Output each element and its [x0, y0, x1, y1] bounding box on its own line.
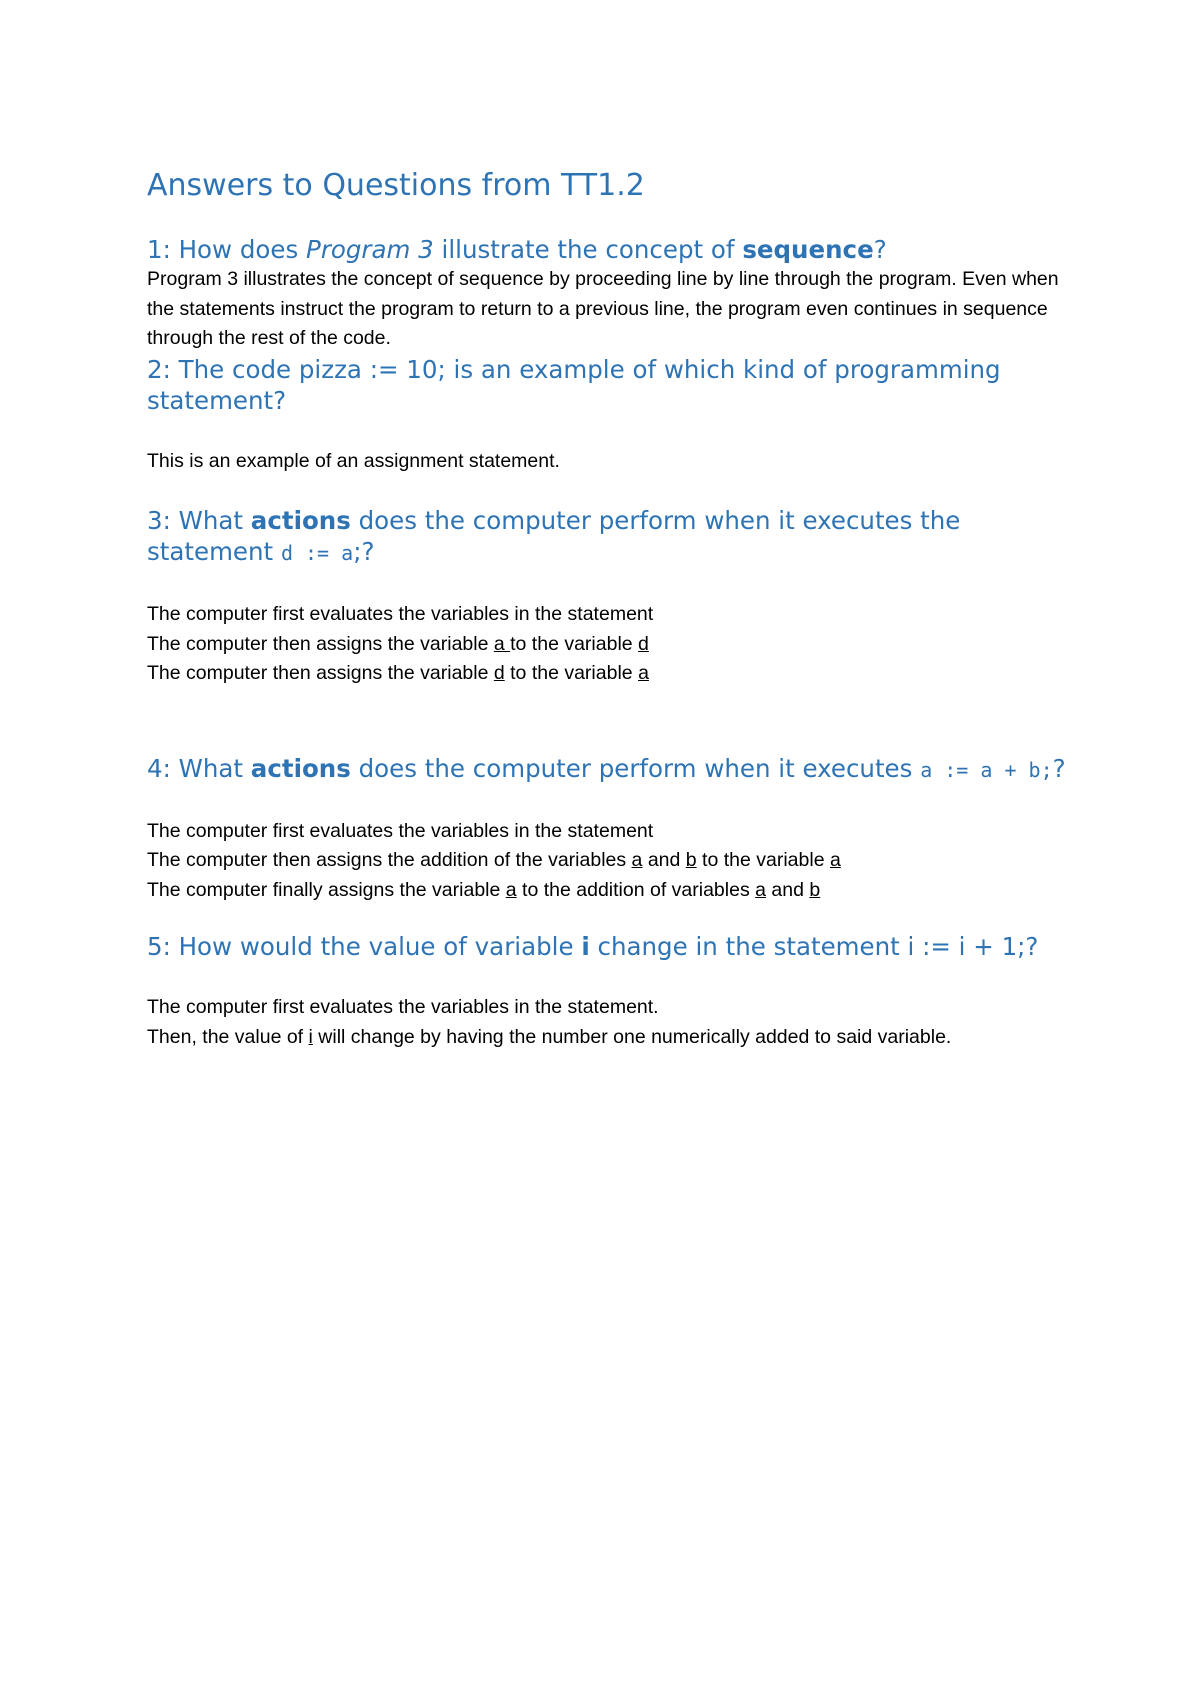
- a4l2-text-a: The computer then assigns the addition of the variables: [147, 849, 632, 871]
- answer-2: This is an example of an assignment statement.: [147, 449, 560, 472]
- answer-5-line-2: [147, 1023, 1087, 1053]
- q1-bold: sequence: [742, 235, 874, 264]
- q1-suffix: ?: [873, 235, 887, 264]
- a3l2-text-a: The computer then assigns the variable: [147, 632, 494, 655]
- a4l2-text-c: to the variable: [696, 849, 830, 871]
- answer-3: [147, 600, 1087, 689]
- q5-bold: i: [581, 932, 590, 961]
- q4-middle: does the computer perform when it executes: [350, 753, 921, 783]
- a5l2-text-b: will change by having the number one numerically added to said variable.: [312, 1025, 952, 1048]
- a4l3-var-2: a: [755, 878, 766, 901]
- q3-suffix: ;?: [353, 537, 375, 566]
- q4-code: a := a + b;: [920, 757, 1053, 782]
- document-body: [147, 168, 1087, 1052]
- q1-prefix: 1: How does: [147, 235, 307, 264]
- a4l3-var-3: b: [809, 878, 821, 901]
- question-2: 2: The code pizza := 10; is an example of which kind of programming statement?: [147, 354, 1001, 415]
- answer-4-line-3: [147, 876, 1087, 906]
- question-4: [147, 753, 1087, 786]
- a4l3-text-a: The computer finally assigns the variable: [147, 878, 506, 901]
- answer-1: Program 3 illustrates the concept of sequence by proceeding line by line through the program. Even when the statements instruct the program to return to a previous line, the program even continues in sequence through the rest of the code.: [147, 268, 1059, 349]
- question-5: [147, 931, 1087, 962]
- q1-middle: illustrate the concept of: [433, 235, 743, 264]
- a3l3-var-1: d: [493, 662, 505, 684]
- answer-3-line-2: [147, 630, 1087, 660]
- question-3: [147, 505, 1087, 569]
- a4l2-text-b: and: [642, 849, 686, 871]
- q5-prefix: 5: How would the value of variable: [147, 932, 582, 961]
- a4l2-var-1: a: [631, 849, 643, 871]
- q4-suffix: ?: [1052, 753, 1066, 783]
- q1-italic: Program 3: [306, 235, 434, 264]
- answer-3-line-3: [147, 659, 1087, 689]
- a3l2-var-1: a: [493, 632, 511, 655]
- a3l2-text-b: to the variable: [510, 632, 639, 655]
- answer-4: [147, 817, 1087, 906]
- q3-prefix: 3: What: [147, 506, 251, 535]
- q3-bold: actions: [250, 506, 351, 535]
- answer-4-line-1: The computer first evaluates the variables in the statement: [147, 819, 654, 842]
- a3l3-text-a: The computer then assigns the variable: [147, 662, 494, 684]
- a4l3-var-1: a: [505, 878, 517, 901]
- a4l3-text-c: and: [765, 878, 810, 901]
- q3-middle: does the computer perform when it executes the statement: [147, 506, 961, 566]
- q4-bold: actions: [250, 753, 351, 783]
- q4-prefix: 4: What: [147, 753, 251, 783]
- page-title: Answers to Questions from TT1.2: [147, 168, 645, 203]
- a5l2-var: i: [308, 1025, 313, 1048]
- a4l3-text-b: to the addition of variables: [516, 878, 756, 901]
- a4l2-var-2: b: [685, 849, 697, 871]
- a4l2-var-3: a: [829, 849, 841, 871]
- a3l3-var-2: a: [638, 662, 649, 684]
- answer-4-line-2: [147, 846, 1087, 876]
- answer-5-line-1: The computer first evaluates the variables in the statement.: [147, 996, 659, 1018]
- a5l2-text-a: Then, the value of: [147, 1025, 309, 1048]
- a3l3-text-b: to the variable: [504, 662, 639, 684]
- q3-code: d := a: [280, 541, 354, 565]
- question-1: [147, 234, 1087, 265]
- a3l2-var-2: d: [638, 632, 649, 655]
- answer-5: [147, 993, 1087, 1052]
- answer-3-line-1: The computer first evaluates the variables in the statement: [147, 603, 654, 625]
- q5-suffix: change in the statement i := i + 1;?: [589, 932, 1039, 961]
